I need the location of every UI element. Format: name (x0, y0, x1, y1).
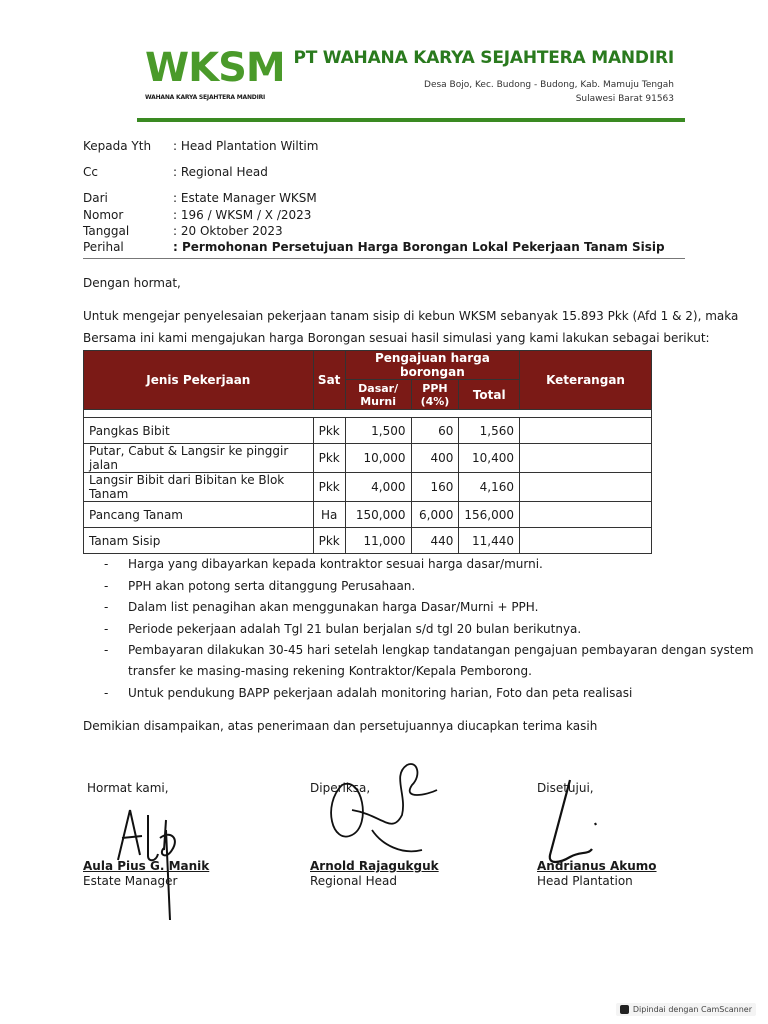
note-item: Periode pekerjaan adalah Tgl 21 bulan berjalan s/d tgl 20 bulan berikutnya. (128, 622, 582, 636)
field-value-kepada: : Head Plantation Wiltim (173, 139, 319, 153)
field-label-perihal: Perihal (83, 240, 124, 254)
field-label-kepada: Kepada Yth (83, 139, 152, 153)
cell-dasar: 11,000 (345, 528, 411, 554)
cell-sat: Pkk (313, 444, 345, 473)
signatory-title-estate: Estate Manager (83, 874, 178, 888)
table-row (84, 473, 652, 502)
note-item-continued: transfer ke masing-masing rekening Kontraktor/Kepala Pemborong. (128, 664, 532, 678)
cell-pph: 440 (411, 528, 459, 554)
header-keterangan: Keterangan (520, 351, 652, 410)
field-value-tanggal: : 20 Oktober 2023 (173, 224, 283, 238)
cell-total: 156,000 (459, 502, 520, 528)
closing-text: Demikian disampaikan, atas penerimaan dan persetujuannya diucapkan terima kasih (83, 719, 598, 733)
field-value-nomor: : 196 / WKSM / X /2023 (173, 208, 312, 222)
table-spacer (84, 410, 652, 418)
price-table (83, 350, 652, 554)
company-logo (145, 45, 285, 110)
bullet-dash: - (104, 600, 109, 614)
signatory-title-regional: Regional Head (310, 874, 397, 888)
cell-keterangan (520, 418, 652, 444)
note-item: Untuk pendukung BAPP pekerjaan adalah monitoring harian, Foto dan peta realisasi (128, 686, 633, 700)
signature-label-estate: Hormat kami, (87, 781, 169, 795)
bullet-dash: - (104, 643, 109, 657)
signatory-name-plantation: Andrianus Akumo (537, 859, 657, 873)
cell-job: Tanam Sisip (84, 528, 314, 554)
field-label-dari: Dari (83, 191, 108, 205)
cell-keterangan (520, 444, 652, 473)
field-value-dari: : Estate Manager WKSM (173, 191, 317, 205)
cell-total: 4,160 (459, 473, 520, 502)
logo-text: WKSM (145, 45, 285, 91)
note-item: Harga yang dibayarkan kepada kontraktor sesuai harga dasar/murni. (128, 557, 543, 571)
intro-line-2: Bersama ini kami mengajukan harga Borongan sesuai hasil simulasi yang kami lakukan sebagai berikut: (83, 331, 710, 345)
signature-label-plantation: Disetujui, (537, 781, 594, 795)
signatory-title-plantation: Head Plantation (537, 874, 633, 888)
camscanner-watermark (616, 1003, 756, 1016)
note-item: Dalam list penagihan akan menggunakan harga Dasar/Murni + PPH. (128, 600, 539, 614)
cell-keterangan (520, 473, 652, 502)
header-sat: Sat (313, 351, 345, 410)
table-row (84, 528, 652, 554)
cell-sat: Ha (313, 502, 345, 528)
cell-sat: Pkk (313, 528, 345, 554)
cell-sat: Pkk (313, 473, 345, 502)
camscanner-icon (620, 1005, 629, 1014)
header-jenis-pekerjaan: Jenis Pekerjaan (84, 351, 314, 410)
company-address-line2: Sulawesi Barat 91563 (575, 94, 674, 104)
memo-divider (83, 258, 685, 259)
header-divider (137, 118, 685, 122)
note-item: PPH akan potong serta ditanggung Perusahaan. (128, 579, 416, 593)
cell-job: Langsir Bibit dari Bibitan ke Blok Tanam (84, 473, 314, 502)
intro-line-1: Untuk mengejar penyelesaian pekerjaan tanam sisip di kebun WKSM sebanyak 15.893 Pkk (Afd 1 & 2), maka (83, 309, 739, 323)
table-row (84, 502, 652, 528)
signatory-name-regional: Arnold Rajagukguk (310, 859, 439, 873)
cell-pph: 160 (411, 473, 459, 502)
cell-keterangan (520, 502, 652, 528)
cell-job: Pangkas Bibit (84, 418, 314, 444)
field-label-nomor: Nomor (83, 208, 124, 222)
company-name: PT WAHANA KARYA SEJAHTERA MANDIRI (293, 48, 674, 68)
header-dasar-murni: Dasar/ Murni (345, 380, 411, 410)
cell-pph: 400 (411, 444, 459, 473)
field-label-cc: Cc (83, 165, 98, 179)
cell-pph: 60 (411, 418, 459, 444)
cell-job: Putar, Cabut & Langsir ke pinggir jalan (84, 444, 314, 473)
header-pengajuan-group: Pengajuan harga borongan (345, 351, 519, 380)
signatory-name-estate: Aula Pius G. Manik (83, 859, 210, 873)
cell-total: 1,560 (459, 418, 520, 444)
cell-pph: 6,000 (411, 502, 459, 528)
company-address-line1: Desa Bojo, Kec. Budong - Budong, Kab. Mamuju Tengah (424, 80, 674, 90)
table-row (84, 444, 652, 473)
cell-dasar: 150,000 (345, 502, 411, 528)
greeting: Dengan hormat, (83, 276, 181, 290)
cell-job: Pancang Tanam (84, 502, 314, 528)
bullet-dash: - (104, 579, 109, 593)
camscanner-text: Dipindai dengan CamScanner (632, 1005, 752, 1014)
signature-label-regional: Diperiksa, (310, 781, 371, 795)
cell-total: 11,440 (459, 528, 520, 554)
field-value-cc: : Regional Head (173, 165, 268, 179)
cell-dasar: 10,000 (345, 444, 411, 473)
cell-dasar: 1,500 (345, 418, 411, 444)
cell-sat: Pkk (313, 418, 345, 444)
bullet-dash: - (104, 557, 109, 571)
header-pph: PPH (4%) (411, 380, 459, 410)
logo-subtitle: WAHANA KARYA SEJAHTERA MANDIRI (145, 94, 266, 101)
bullet-dash: - (104, 622, 109, 636)
field-label-tanggal: Tanggal (83, 224, 130, 238)
bullet-dash: - (104, 686, 109, 700)
header-total: Total (459, 380, 520, 410)
field-value-perihal: : Permohonan Persetujuan Harga Borongan Lokal Pekerjaan Tanam Sisip (173, 240, 665, 254)
cell-dasar: 4,000 (345, 473, 411, 502)
table-row (84, 418, 652, 444)
note-item: Pembayaran dilakukan 30-45 hari setelah lengkap tandatangan pengajuan pembayaran dengan system (128, 643, 754, 657)
signature-regional-head (312, 755, 452, 865)
cell-keterangan (520, 528, 652, 554)
cell-total: 10,400 (459, 444, 520, 473)
